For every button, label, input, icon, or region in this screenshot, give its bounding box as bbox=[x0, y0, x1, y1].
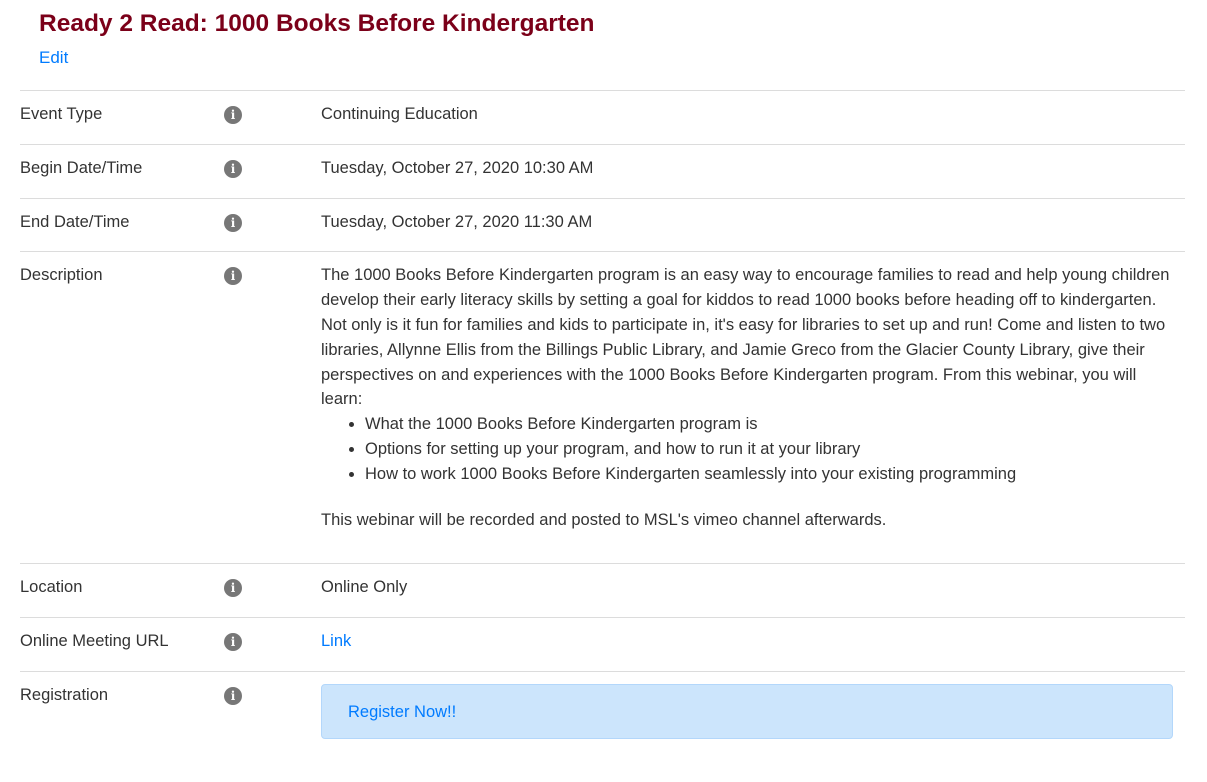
info-icon[interactable]: i bbox=[224, 633, 242, 651]
info-icon[interactable]: i bbox=[224, 579, 242, 597]
info-icon[interactable]: i bbox=[224, 160, 242, 178]
info-icon[interactable]: i bbox=[224, 267, 242, 285]
row-label: End Date/Time bbox=[20, 212, 130, 231]
row-label: Online Meeting URL bbox=[20, 632, 169, 651]
info-cell bbox=[223, 210, 321, 235]
row-value: Tuesday, October 27, 2020 10:30 AM bbox=[321, 158, 594, 177]
list-item: • What the 1000 Books Before Kindergarten program is bbox=[365, 412, 1175, 437]
event-details-table bbox=[20, 90, 1185, 756]
register-now-button[interactable]: Register Now!! bbox=[321, 684, 1173, 739]
learning-list bbox=[321, 412, 1175, 486]
info-cell bbox=[223, 683, 321, 739]
row-end-datetime bbox=[20, 198, 1185, 252]
row-registration bbox=[20, 671, 1185, 756]
row-value: Continuing Education bbox=[321, 105, 478, 123]
info-cell bbox=[223, 102, 321, 127]
row-value: Online Only bbox=[321, 578, 408, 597]
edit-link[interactable]: Edit bbox=[39, 48, 69, 67]
row-value-cell bbox=[321, 629, 1185, 654]
list-item: • Options for setting up your program, and how to run it at your library bbox=[365, 437, 1175, 462]
info-icon[interactable]: i bbox=[224, 687, 242, 705]
row-label: Event Type bbox=[20, 105, 103, 123]
row-begin-datetime bbox=[20, 144, 1185, 198]
row-label: Registration bbox=[20, 685, 109, 704]
row-location bbox=[20, 563, 1185, 617]
description-outro: This webinar will be recorded and posted to MSL's vimeo channel afterwards. bbox=[321, 510, 887, 529]
row-label: Description bbox=[20, 266, 103, 285]
info-icon[interactable]: i bbox=[224, 214, 242, 232]
row-label: Begin Date/Time bbox=[20, 158, 143, 177]
info-cell bbox=[223, 156, 321, 181]
row-value: Tuesday, October 27, 2020 11:30 AM bbox=[321, 212, 593, 231]
info-cell bbox=[223, 263, 321, 532]
description-body bbox=[321, 263, 1185, 532]
page-title: Ready 2 Read: 1000 Books Before Kindergarten bbox=[39, 10, 595, 37]
info-cell bbox=[223, 575, 321, 600]
row-description bbox=[20, 251, 1185, 563]
row-meeting-url bbox=[20, 617, 1185, 671]
description-intro: The 1000 Books Before Kindergarten program is an easy way to encourage families to read and help young children develop their early literacy skills by setting a goal for kiddos to read 1000 books before heading off to kindergarten. Not only is it fun for families and kids to participate in, it's easy for libraries to set up and run! Come and listen to two libraries, Allynne Ellis from the Billings Public Library, and Jamie Greco from the Glacier County Library, give their perspectives on and experiences with the 1000 Books Before Kindergarten program. From this webinar, you will learn: bbox=[321, 266, 1170, 409]
meeting-link[interactable]: Link bbox=[321, 632, 352, 651]
info-icon[interactable]: i bbox=[224, 106, 242, 124]
row-event-type bbox=[20, 90, 1185, 144]
row-value-cell bbox=[321, 683, 1185, 739]
info-cell bbox=[223, 629, 321, 654]
list-item: • How to work 1000 Books Before Kindergarten seamlessly into your existing programming bbox=[365, 462, 1175, 487]
row-label: Location bbox=[20, 578, 83, 597]
